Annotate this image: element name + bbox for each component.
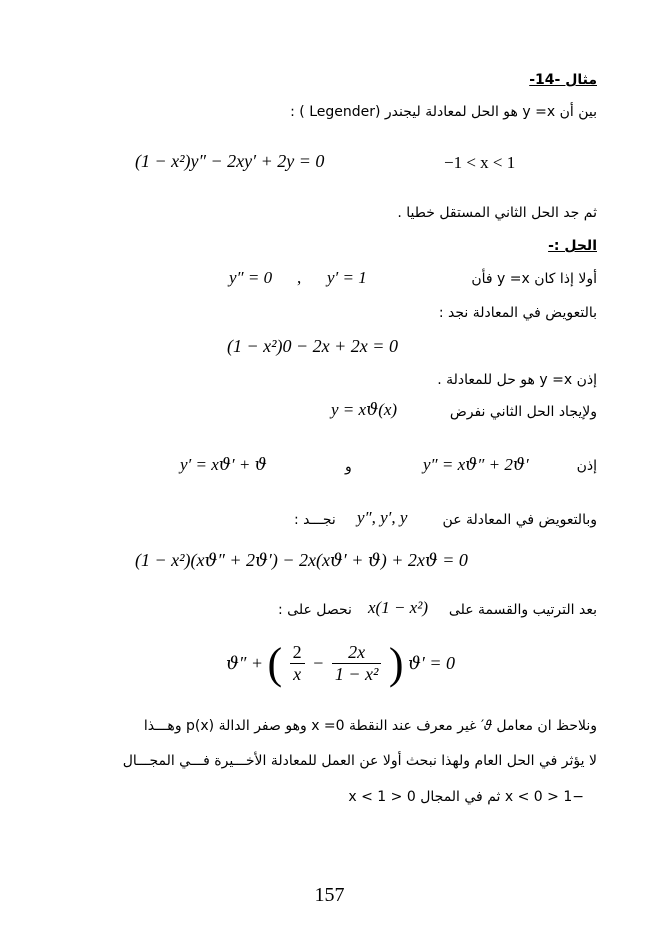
eq4-tail: 𝜗′ = 0 [408, 653, 455, 673]
fraction-denominator: x [293, 664, 302, 684]
separator: , [297, 268, 302, 287]
assume-equation: y = x𝜗(x) [331, 400, 398, 419]
solution-label: الحل :- [548, 238, 597, 254]
open-paren: ( [267, 639, 283, 688]
page-number: 157 [314, 884, 345, 906]
ypp-expression: y″ = x𝜗″ + 2𝜗′ [423, 455, 529, 474]
assume-line: ولإيجاد الحل الثاني نفرض [449, 404, 597, 420]
arrange-line: بعد الترتيب والقسمة على [448, 602, 597, 618]
close-paren: ) [388, 639, 404, 688]
substitute-into-line: وبالتعويض في المعادلة عن [442, 512, 597, 528]
fraction-numerator: 2 [290, 642, 305, 664]
hence-label: إذن [576, 458, 597, 474]
legendre-equation: (1 − x²)y″ − 2xy′ + 2y = 0 [135, 151, 325, 171]
we-get-word: نحصل على : [278, 602, 352, 618]
equation-3: (1 − x²)(x𝜗″ + 2𝜗′) − 2x(x𝜗′ + 𝜗) + 2x𝜗 = 0 [135, 550, 468, 570]
first-derivative: y′ = 1 [327, 268, 367, 287]
fraction-2-over-x [290, 642, 305, 685]
find-word: نجـــد : [294, 512, 336, 528]
fraction-denominator: 1 − x² [334, 664, 379, 684]
minus-sign: − [312, 653, 325, 673]
find-second-line: ثم جد الحل الثاني المستقل خطيا . [397, 205, 597, 221]
fraction-numerator: 2x [332, 642, 382, 664]
equation-2: (1 − x²)0 − 2x + 2x = 0 [227, 336, 398, 356]
second-derivative: y″ = 0 [229, 268, 273, 287]
domain-interval: −1 < x < 1 [444, 153, 516, 172]
and-word: و [345, 459, 352, 475]
divisor: x(1 − x²) [368, 598, 428, 617]
substitute-vars: y″, y′, y [357, 508, 408, 527]
yp-expression: y′ = x𝜗′ + 𝜗 [180, 455, 267, 474]
intro-line: بين أن y =x هو الحل لمعادلة ليجندر (Legender ) : [290, 104, 597, 120]
fraction-2x-over-1-minus-x2 [332, 642, 382, 685]
first-if-line: أولا إذا كان y =x فأن [471, 271, 597, 287]
example-title: مثال -14- [529, 72, 597, 88]
note-line-2: لا يؤثر في الحل العام ولهذا نبحث أولا عن العمل للمعادلة الأخـــيرة فـــي المجـــال [122, 753, 597, 769]
note-line-3: −1 < x < 0 ثم في المجال 0 < x < 1 [348, 789, 584, 805]
substitute-line: بالتعويض في المعادلة نجد : [438, 305, 597, 321]
eq4-lead: 𝜗″ + [226, 653, 264, 673]
equation-4 [226, 638, 455, 689]
hence-solution-line: إذن y =x هو حل للمعادلة . [437, 372, 597, 388]
note-line-1: ونلاحظ ان معامل 𝜗′ غير معرف عند النقطة x =0 وهو صفر الدالة p(x) وهـــذا [143, 718, 597, 734]
